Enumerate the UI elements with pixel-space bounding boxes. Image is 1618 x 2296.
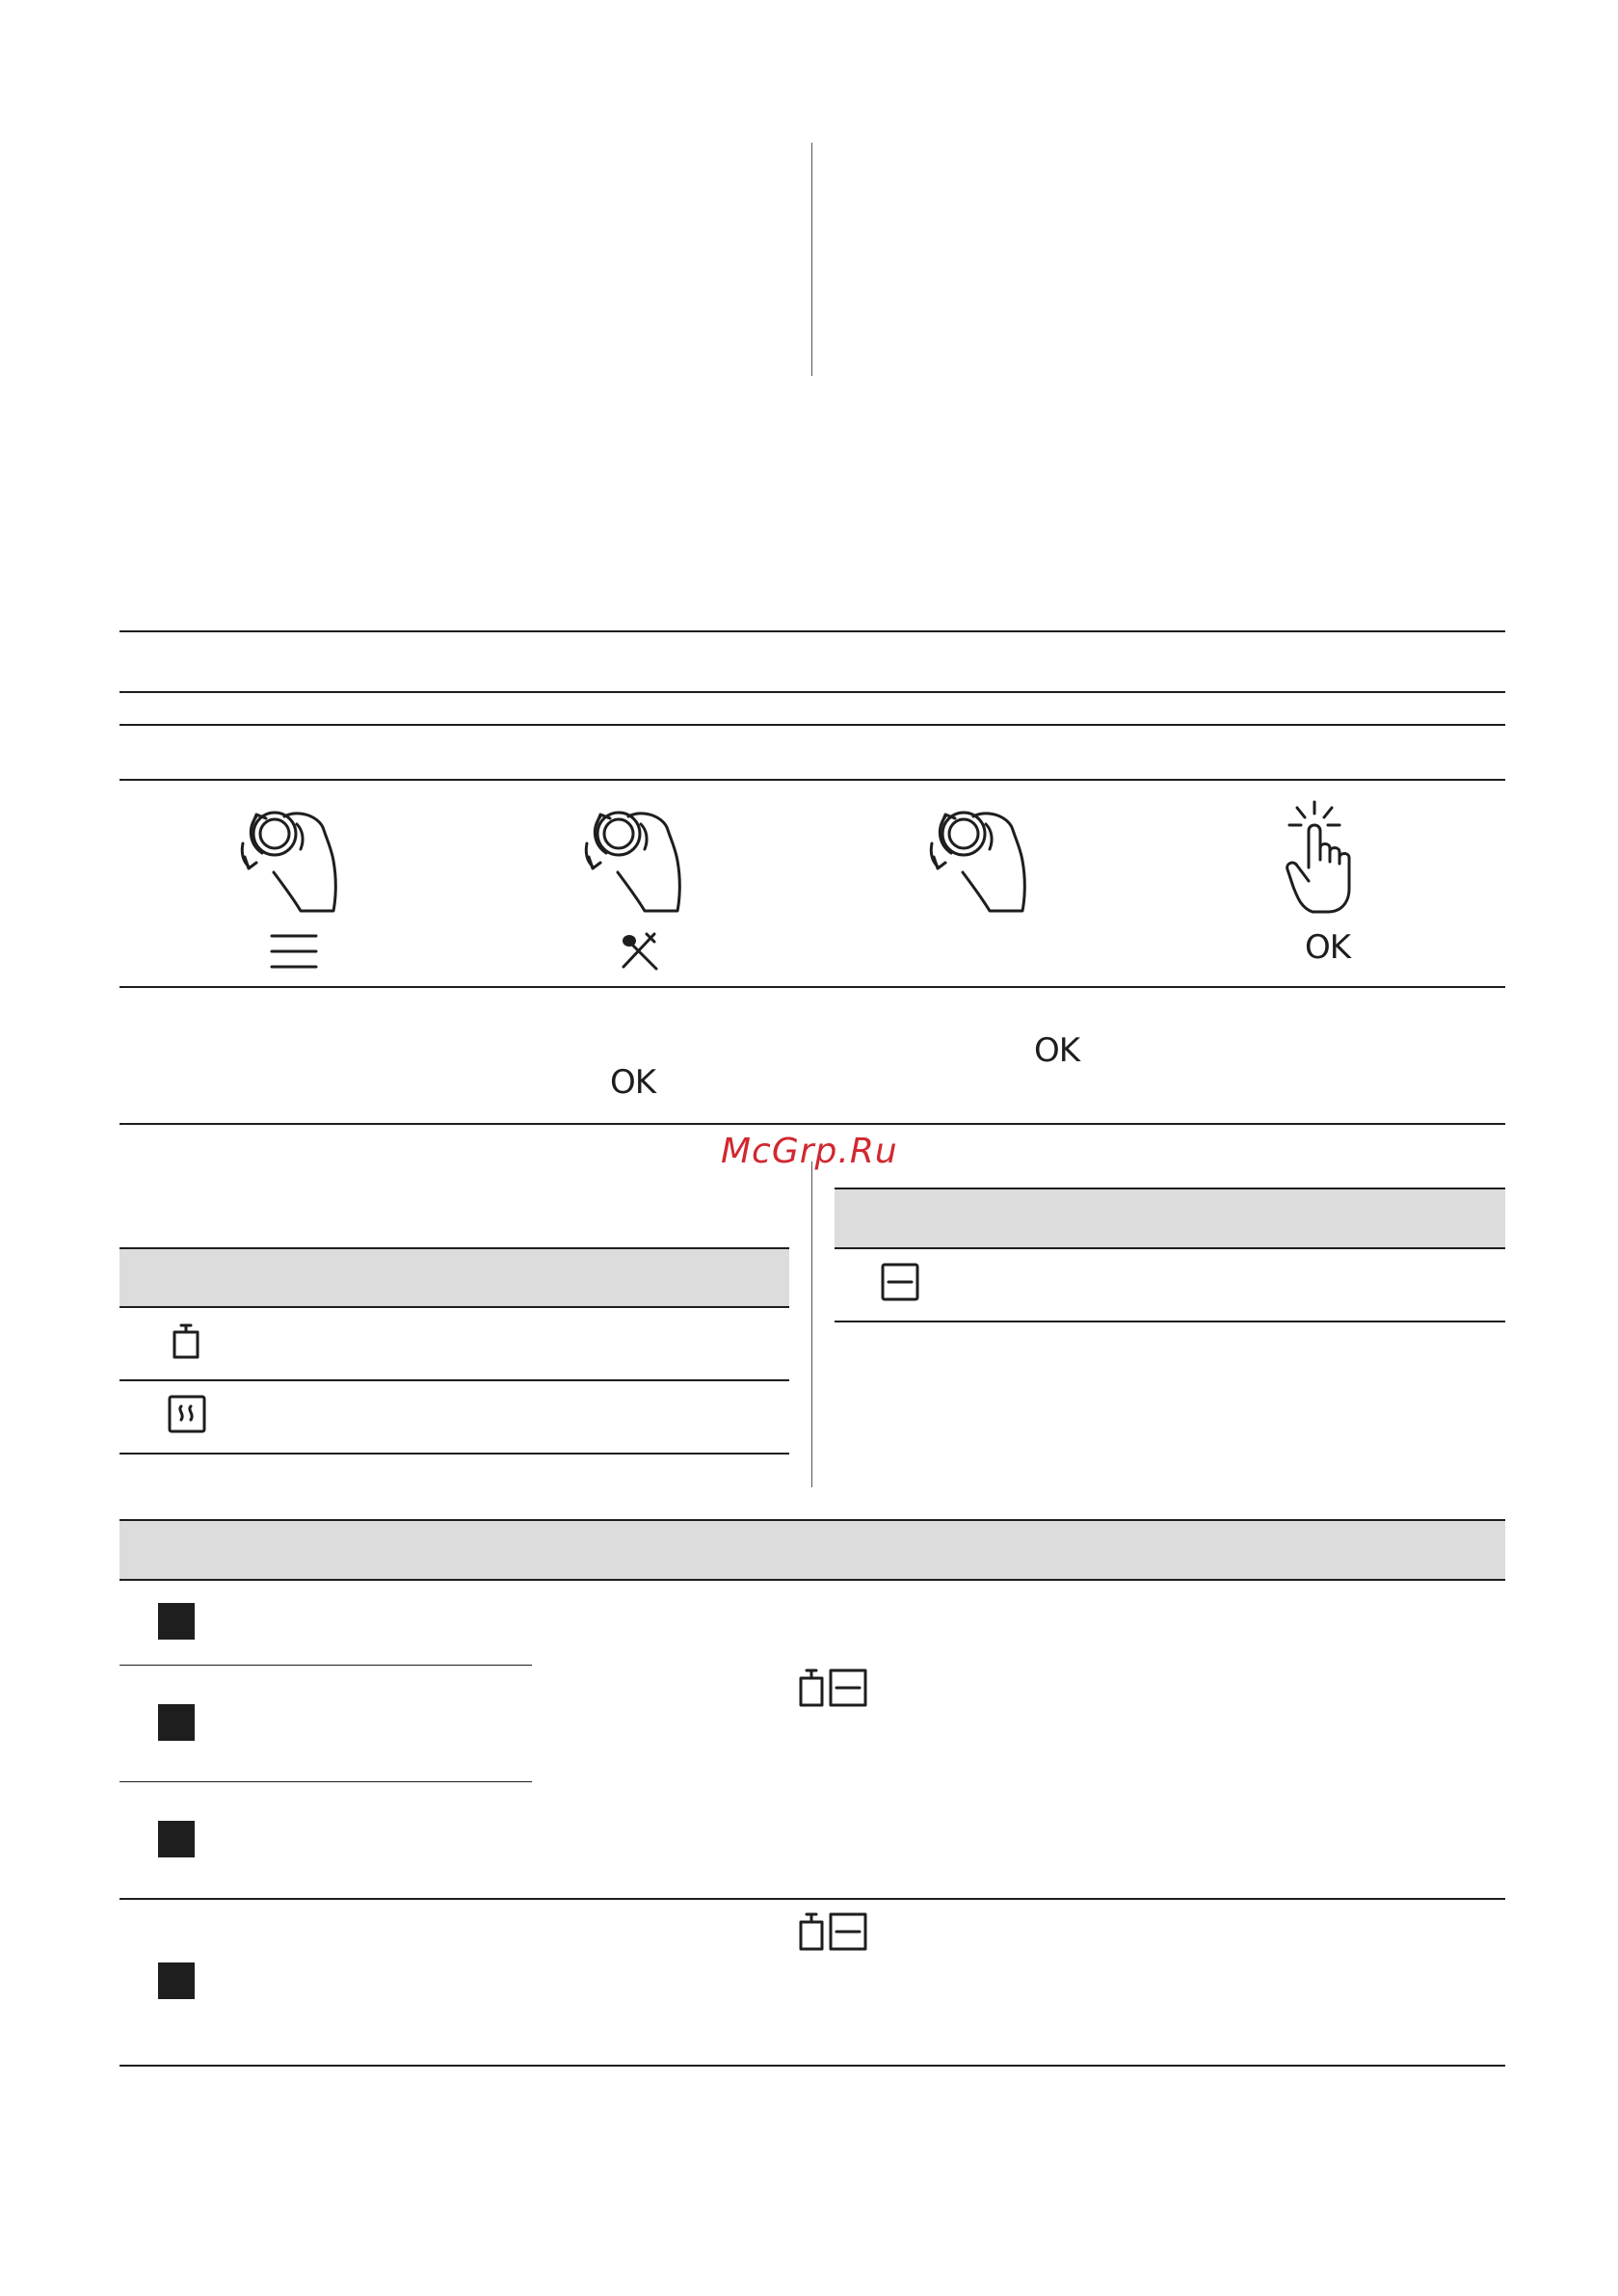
step-marker [158, 1962, 195, 1999]
table-rule [119, 986, 1505, 988]
step-marker [158, 1603, 195, 1640]
table-rule [119, 1781, 532, 1782]
timer-end-icon [798, 1668, 867, 1708]
rotate-knob-icon [920, 795, 1036, 916]
ok-label: OK [1034, 1031, 1080, 1070]
step-marker [158, 1704, 195, 1741]
ok-label: OK [610, 1063, 656, 1102]
table-rule [119, 724, 1505, 726]
table-rule [119, 691, 1505, 693]
step-marker [158, 1821, 195, 1857]
table-rule [119, 779, 1505, 781]
table-rule [835, 1247, 1505, 1249]
watermark: McGrp.Ru [721, 1132, 898, 1171]
cooking-functions-icon [620, 932, 658, 971]
table-rule [119, 1453, 789, 1455]
timer-end-icon [798, 1911, 867, 1952]
timer-icon [172, 1322, 200, 1361]
table-rule [119, 1306, 789, 1308]
table-rule [119, 1123, 1505, 1125]
table-rule [119, 1898, 1505, 1900]
column-divider-middle [811, 1161, 812, 1487]
table-rule [835, 1321, 1505, 1322]
table-rule [119, 1379, 789, 1381]
table-rule [835, 1188, 1505, 1189]
table-rule [119, 630, 1505, 632]
left-table-header [119, 1248, 789, 1306]
rotate-knob-icon [575, 795, 691, 916]
bottom-table-header [119, 1520, 1505, 1579]
column-divider-top [811, 143, 812, 376]
table-rule [119, 1579, 1505, 1581]
press-hand-icon [1282, 800, 1368, 916]
end-icon [881, 1263, 919, 1301]
ok-label: OK [1305, 928, 1351, 967]
menu-icon [270, 932, 318, 971]
table-rule [119, 1665, 532, 1666]
table-rule [119, 1519, 1505, 1521]
rotate-knob-icon [231, 795, 347, 916]
heating-icon [168, 1395, 206, 1433]
table-rule [119, 2065, 1505, 2067]
table-rule [119, 1247, 789, 1249]
right-table-header [835, 1188, 1505, 1247]
